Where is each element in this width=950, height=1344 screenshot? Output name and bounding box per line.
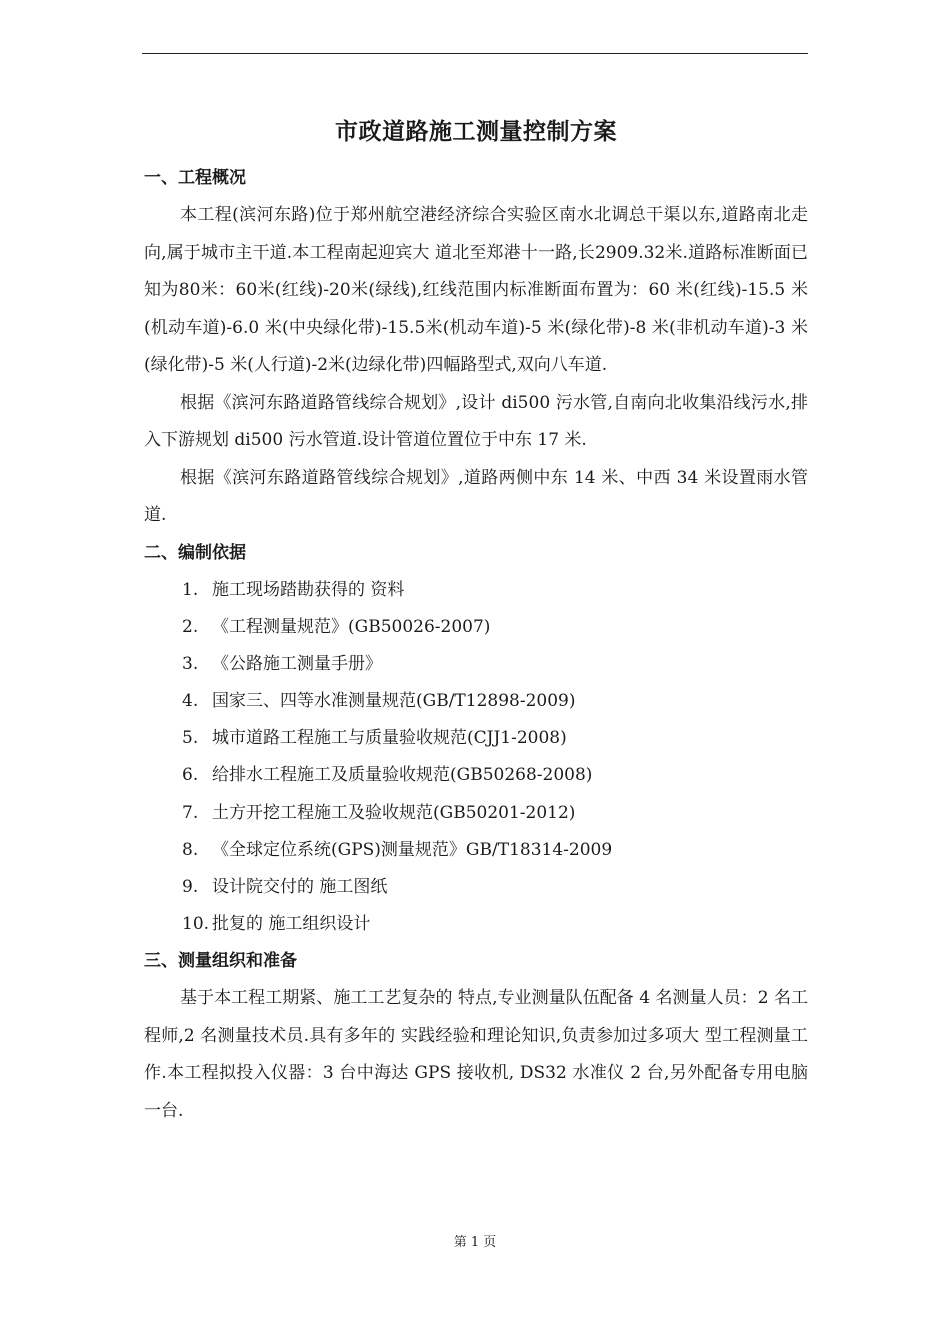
list-item-number: 10. [182, 914, 210, 935]
list-item [144, 683, 808, 720]
list-item [144, 572, 808, 609]
list-item-number: 2. [182, 616, 199, 637]
list-item-text: 国家三、四等水准测量规范(GB/T12898-2009) [212, 691, 576, 712]
list-item [144, 869, 808, 906]
list-item-number: 5. [182, 728, 199, 749]
list-item-number: 7. [182, 802, 199, 823]
list-item-number: 1. [182, 579, 199, 600]
list-item [144, 646, 808, 683]
list-item [144, 757, 808, 794]
list-item [144, 832, 808, 869]
list-item [144, 795, 808, 832]
reference-list [144, 572, 808, 944]
section-heading-basis: 二、编制依据 [144, 542, 246, 563]
document-body [144, 112, 808, 1130]
page-number: 第 1 页 [453, 1235, 497, 1250]
list-item [144, 609, 808, 646]
list-item-text: 《全球定位系统(GPS)测量规范》GB/T18314-2009 [212, 839, 613, 860]
list-item-number: 4. [182, 691, 199, 712]
list-item-text: 《工程测量规范》(GB50026-2007) [212, 616, 491, 637]
list-item-text: 施工现场踏勘获得的 资料 [212, 579, 405, 600]
list-item-text: 给排水工程施工及质量验收规范(GB50268-2008) [212, 765, 593, 786]
organization-paragraph: 基于本工程工期紧、施工工艺复杂的 特点,专业测量队伍配备 4 名测量人员：2 名工程师,2 名测量技术员.具有多年的 实践经验和理论知识,负责参加过多项大 型工程测量工作.本工程拟投入仪器：3 台中海达 GPS 接收机, DS32 水准仪 2 台,另外配备专用电脑一台. [144, 988, 808, 1121]
section-heading-overview: 一、工程概况 [144, 168, 246, 188]
list-item-text: 《公路施工测量手册》 [212, 653, 382, 674]
list-item [144, 720, 808, 757]
list-item-number: 8. [182, 839, 199, 860]
list-item-number: 3. [182, 653, 199, 674]
overview-paragraph: 本工程(滨河东路)位于郑州航空港经济综合实验区南水北调总干渠以东,道路南北走向,属于城市主干道.本工程南起迎宾大 道北至郑港十一路,长2909.32米.道路标准断面已知为80米：60米(红线)-20米(绿线),红线范围内标准断面布置为：60 米(红线)-15.5 米(机动车道)-6.0 米(中央绿化带)-15.5米(机动车道)-5 米(绿化带)-8 米(非机动车道)-3 米(绿化带)-5 米(人行道)-2米(边绿化带)四幅路型式,双向八车道. [144, 205, 808, 375]
list-item-text: 土方开挖工程施工及验收规范(GB50201-2012) [212, 802, 576, 823]
document-title: 市政道路施工测量控制方案 [335, 119, 617, 145]
list-item-text: 城市道路工程施工与质量验收规范(CJJ1-2008) [212, 728, 567, 749]
overview-paragraph: 根据《滨河东路道路管线综合规划》,道路两侧中东 14 米、中西 34 米设置雨水管道. [144, 467, 808, 525]
section-heading-organization: 三、测量组织和准备 [144, 951, 297, 972]
list-item-text: 批复的 施工组织设计 [212, 914, 371, 935]
overview-paragraph: 根据《滨河东路道路管线综合规划》,设计 di500 污水管,自南向北收集沿线污水,排入下游规划 di500 污水管道.设计管道位置位于中东 17 米. [144, 392, 808, 450]
list-item-number: 9. [182, 877, 199, 897]
header-rule [142, 53, 808, 54]
list-item [144, 906, 808, 943]
list-item-number: 6. [182, 765, 199, 786]
list-item-text: 设计院交付的 施工图纸 [212, 877, 388, 897]
